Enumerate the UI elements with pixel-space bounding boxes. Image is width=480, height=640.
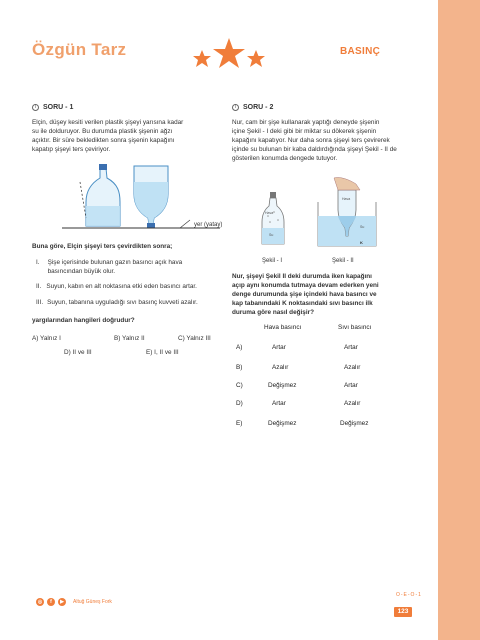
q2-header [232, 104, 273, 111]
q2-question-line: duruma göre nasıl değişir? [232, 309, 315, 316]
q2-option-b[interactable]: B) [236, 364, 243, 371]
q2-text-line: gösterilen konumda dengede tutuyor. [232, 155, 338, 162]
statement-line: Şişe içerisinde bulunan gazın basıncı açık hava [47, 259, 183, 266]
q2-option-e[interactable]: E) [236, 420, 243, 427]
q1-text-line: açıktır. Bir süre bekledikten sonra şişenin kapağını [32, 137, 175, 144]
q1-option-d[interactable]: D) II ve III [64, 349, 92, 356]
q2-text-line: kapağını kapatıyor. Nur daha sonra şişeyi ters çevirerek [232, 137, 390, 144]
topic-title: BASINÇ [340, 46, 381, 57]
fig2-air-label: Hava [342, 197, 351, 201]
q1-statement-3 [36, 298, 246, 307]
q1-text-line: su ile dolduruyor. Bu durumda plastik şişenin ağzı [32, 128, 173, 135]
q1-prompt: Buna göre, Elçin şişeyi ters çevirdikten sonra; [32, 243, 173, 250]
star-icon [213, 38, 245, 68]
q1-text [32, 118, 232, 154]
col-header-liquid: Sıvı basıncı [338, 324, 372, 331]
q2-question-line: açıp aynı konumda tutmaya devam ederken yeni [232, 282, 379, 289]
statement-number: III. [36, 299, 44, 306]
star-icon [193, 50, 211, 67]
q1-option-c[interactable]: C) Yalnız III [178, 335, 211, 342]
q2-option-e-liquid: Değişmez [340, 420, 369, 427]
q1-label: SORU - 1 [43, 104, 74, 111]
star-icon-group [192, 36, 266, 76]
statement-number: I. [36, 259, 40, 266]
fig1-caption: Şekil - I [262, 258, 283, 264]
q2-text-line: içine Şekil - I deki gibi bir miktar su dökerek şişenin [232, 128, 377, 135]
fig1-air-label: Hava [265, 211, 274, 215]
q2-question-line: kap tabanındaki K noktasındaki sıvı basıncı ilk [232, 300, 373, 307]
beaker-fig2 [318, 177, 376, 246]
fig1-water-label: Su [269, 233, 274, 237]
info-icon: i [232, 104, 239, 111]
col-header-air: Hava basıncı [264, 324, 302, 331]
q2-option-b-liquid: Azalır [344, 364, 361, 371]
q2-option-d-liquid: Azalır [344, 400, 361, 407]
statement-line: Suyun, tabanına uyguladığı sıvı basınç kuvveti azalır. [47, 299, 198, 306]
q2-option-c-liquid: Artar [344, 382, 358, 389]
q2-question-line: Nur, şişeyi Şekil II deki durumda iken kapağını [232, 273, 372, 280]
decorative-side-bar [438, 0, 480, 640]
info-icon: i [32, 104, 39, 111]
fig2-water-label: Su [360, 225, 365, 229]
q1-option-b[interactable]: B) Yalnız II [114, 335, 145, 342]
q2-option-a-liquid: Artar [344, 344, 358, 351]
q2-figure [250, 176, 390, 258]
q2-text [232, 118, 432, 163]
youtube-icon[interactable]: ▶ [58, 598, 66, 606]
footer-social [36, 598, 112, 606]
q2-label: SORU - 2 [243, 104, 274, 111]
bottle-left [80, 164, 120, 226]
q1-question: yargılarından hangileri doğrudur? [32, 317, 135, 324]
q2-option-d[interactable]: D) [236, 400, 243, 407]
point-k-label: K [360, 240, 363, 245]
q2-option-c[interactable]: C) [236, 382, 243, 389]
q2-option-a[interactable]: A) [236, 344, 243, 351]
floor-label: yer (yatay) [194, 222, 223, 228]
glass-bottle-fig1 [262, 192, 284, 244]
q1-option-e[interactable]: E) I, II ve III [146, 349, 179, 356]
q1-statement-2 [36, 282, 246, 291]
q1-option-a[interactable]: A) Yalnız I [32, 335, 61, 342]
q2-text-line: içinde su bulunan bir kaba daldırdığında şişeyi Şekil - II de [232, 146, 397, 153]
page-number: 123 [394, 607, 412, 617]
q1-text-line: kapatıp şişeyi ters çeviriyor. [32, 146, 111, 153]
instagram-icon[interactable]: ◎ [37, 599, 43, 605]
q2-option-e-air: Değişmez [268, 420, 297, 427]
q2-option-a-air: Artar [272, 344, 286, 351]
q2-option-c-air: Değişmez [268, 382, 297, 389]
bottle-right [134, 166, 168, 228]
statement-number: II. [36, 283, 42, 290]
fig2-caption: Şekil - II [332, 258, 354, 264]
q1-statement-1 [36, 258, 246, 276]
statement-line: basıncından büyük olur. [47, 268, 116, 275]
star-icon [247, 50, 265, 67]
brand-title: Özgün Tarz [32, 40, 127, 59]
q2-option-b-air: Azalır [272, 364, 289, 371]
statement-line: Suyun, kabın en alt noktasına etki eden basıncı artar. [46, 283, 197, 290]
author-name: Altuğ Güneş Fork [73, 599, 112, 605]
q2-question-line: denge durumunda şişe içindeki hava basıncı ve [232, 291, 377, 298]
q2-option-d-air: Artar [272, 400, 286, 407]
page-tag: O-E-O-1 [396, 592, 422, 598]
q2-text-line: Nur, cam bir şişe kullanarak yaptığı deneyde şişenin [232, 119, 380, 126]
q1-text-line: Elçin, düşey kesiti verilen plastik şişeyi yarısına kadar [32, 119, 184, 126]
facebook-icon[interactable]: f [47, 598, 55, 606]
q2-question [232, 272, 432, 317]
q1-header [32, 104, 73, 111]
